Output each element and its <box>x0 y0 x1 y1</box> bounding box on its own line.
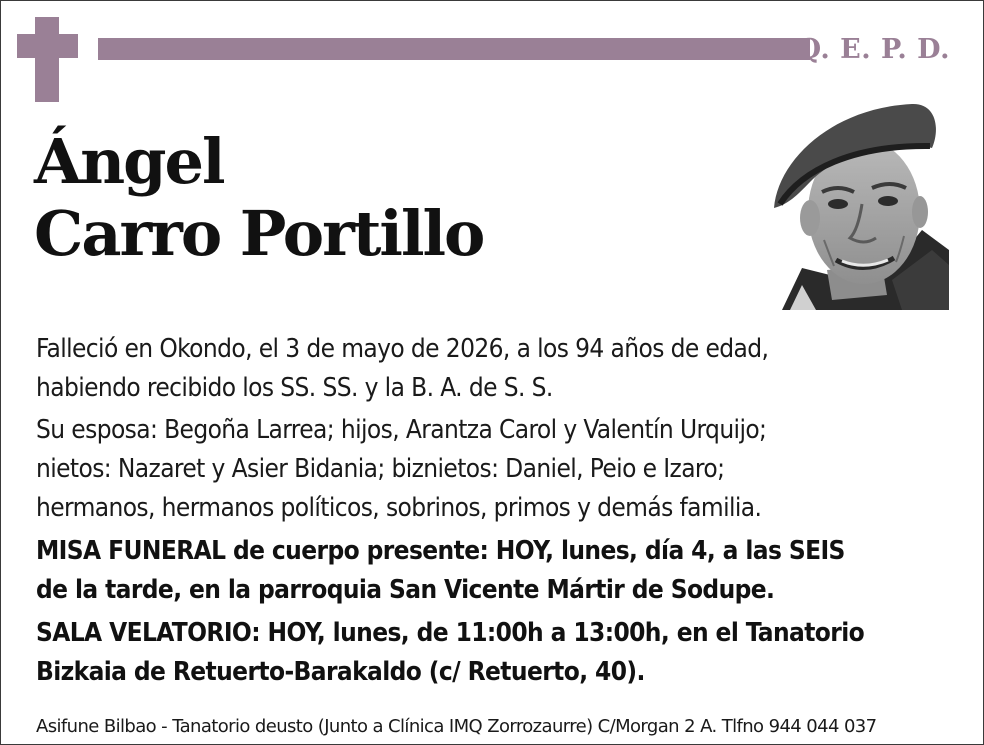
cross-horizontal-beam <box>17 34 78 58</box>
wake-line: Bizkaia de Retuerto-Barakaldo (c/ Retuerto, 40). <box>36 657 645 687</box>
family-line: Su esposa: Begoña Larrea; hijos, Arantza Carol y Valentín Urquijo; <box>36 415 767 445</box>
deceased-name <box>34 126 483 270</box>
death-notice-paragraph <box>36 330 956 408</box>
qepd-label: Q. E. P. D. <box>797 34 950 65</box>
wake-line: SALA VELATORIO: HOY, lunes, de 11:00h a 13:00h, en el Tanatorio <box>36 618 865 648</box>
cross-vertical-beam <box>35 17 59 102</box>
wake-room-paragraph <box>36 614 956 692</box>
deceased-surnames: Carro Portillo <box>34 197 484 270</box>
deceased-first-name: Ángel <box>34 125 224 198</box>
family-paragraph <box>36 411 956 528</box>
family-line: hermanos, hermanos políticos, sobrinos, primos y demás familia. <box>36 493 762 523</box>
death-notice-line: habiendo recibido los SS. SS. y la B. A. de S. S. <box>36 373 553 403</box>
funeral-home-footer: Asifune Bilbao - Tanatorio deusto (Junto a Clínica IMQ Zorrozaurre) C/Morgan 2 A. Tlfno 944 044 037 <box>36 716 877 737</box>
funeral-line: MISA FUNERAL de cuerpo presente: HOY, lunes, día 4, a las SEIS <box>36 536 845 566</box>
funeral-line: de la tarde, en la parroquia San Vicente Mártir de Sodupe. <box>36 575 775 605</box>
funeral-mass-paragraph <box>36 532 956 610</box>
family-line: nietos: Nazaret y Asier Bidania; biznietos: Daniel, Peio e Izaro; <box>36 454 725 484</box>
deceased-portrait <box>772 100 949 310</box>
death-notice-line: Falleció en Okondo, el 3 de mayo de 2026, a los 94 años de edad, <box>36 334 769 364</box>
header-divider-bar <box>98 38 810 60</box>
